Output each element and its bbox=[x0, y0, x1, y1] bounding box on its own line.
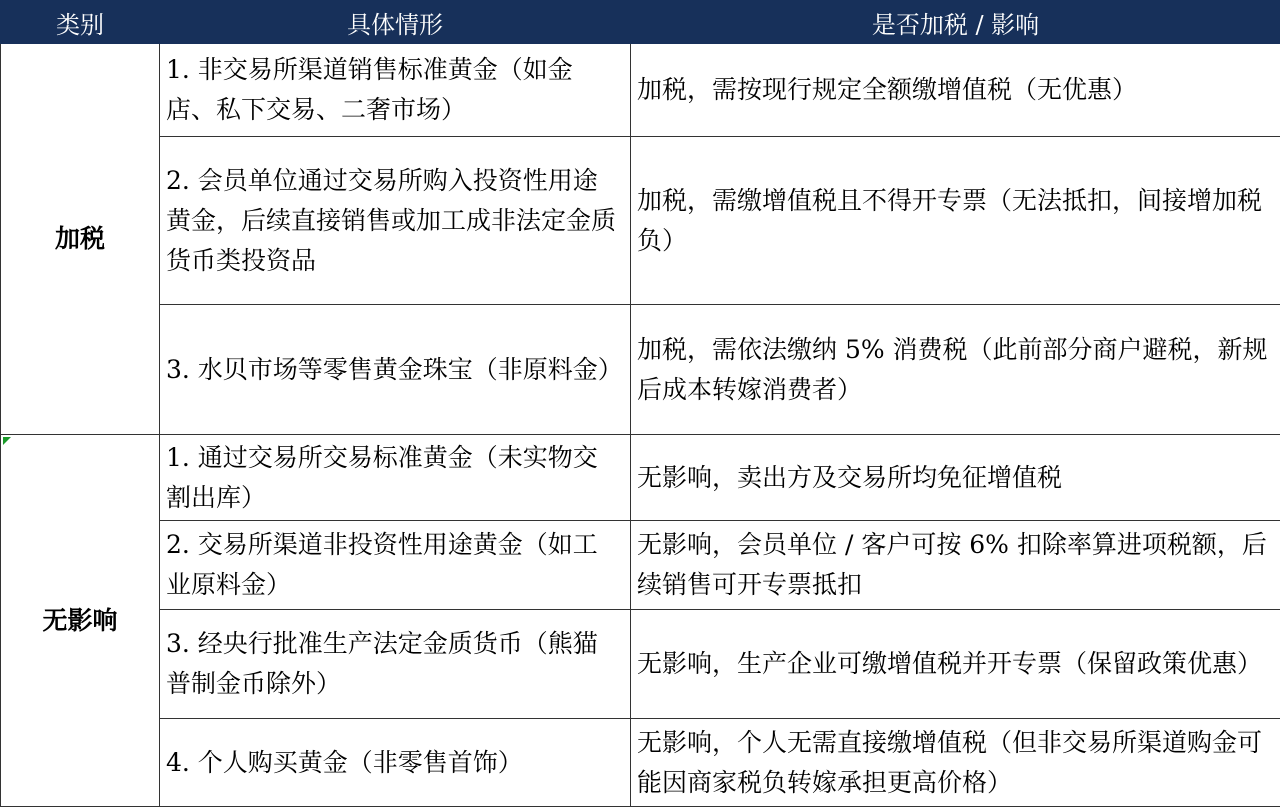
impact-cell: 无影响，卖出方及交易所均免征增值税 bbox=[631, 435, 1280, 521]
situation-cell: 2. 会员单位通过交易所购入投资性用途黄金，后续直接销售或加工成非法定金质货币类投资品 bbox=[160, 137, 631, 305]
table-row bbox=[1, 305, 1280, 435]
impact-cell: 加税，需缴增值税且不得开专票（无法抵扣，间接增加税负） bbox=[631, 137, 1280, 305]
table-row bbox=[1, 44, 1280, 137]
impact-cell: 无影响，会员单位 / 客户可按 6% 扣除率算进项税额，后续销售可开专票抵扣 bbox=[631, 521, 1280, 610]
table-row bbox=[1, 137, 1280, 305]
table-row bbox=[1, 435, 1280, 521]
category-cell: 加税 bbox=[1, 44, 160, 435]
impact-cell: 加税，需按现行规定全额缴增值税（无优惠） bbox=[631, 44, 1280, 137]
situation-cell: 3. 经央行批准生产法定金质货币（熊猫普制金币除外） bbox=[160, 610, 631, 719]
situation-cell: 4. 个人购买黄金（非零售首饰） bbox=[160, 719, 631, 807]
table-row bbox=[1, 521, 1280, 610]
impact-cell: 无影响，生产企业可缴增值税并开专票（保留政策优惠） bbox=[631, 610, 1280, 719]
cell-marker-icon bbox=[3, 437, 11, 445]
impact-cell: 加税，需依法缴纳 5% 消费税（此前部分商户避税，新规后成本转嫁消费者） bbox=[631, 305, 1280, 435]
situation-cell: 1. 非交易所渠道销售标准黄金（如金店、私下交易、二奢市场） bbox=[160, 44, 631, 137]
situation-cell: 1. 通过交易所交易标准黄金（未实物交割出库） bbox=[160, 435, 631, 521]
header-situation: 具体情形 bbox=[160, 1, 631, 44]
situation-cell: 2. 交易所渠道非投资性用途黄金（如工业原料金） bbox=[160, 521, 631, 610]
header-row bbox=[1, 1, 1280, 44]
impact-cell: 无影响，个人无需直接缴增值税（但非交易所渠道购金可能因商家税负转嫁承担更高价格） bbox=[631, 719, 1280, 807]
category-cell bbox=[1, 435, 160, 807]
table-row bbox=[1, 719, 1280, 807]
header-category: 类别 bbox=[1, 1, 160, 44]
table-row bbox=[1, 610, 1280, 719]
header-impact: 是否加税 / 影响 bbox=[631, 1, 1280, 44]
category-label: 无影响 bbox=[42, 606, 117, 635]
situation-cell: 3. 水贝市场等零售黄金珠宝（非原料金） bbox=[160, 305, 631, 435]
